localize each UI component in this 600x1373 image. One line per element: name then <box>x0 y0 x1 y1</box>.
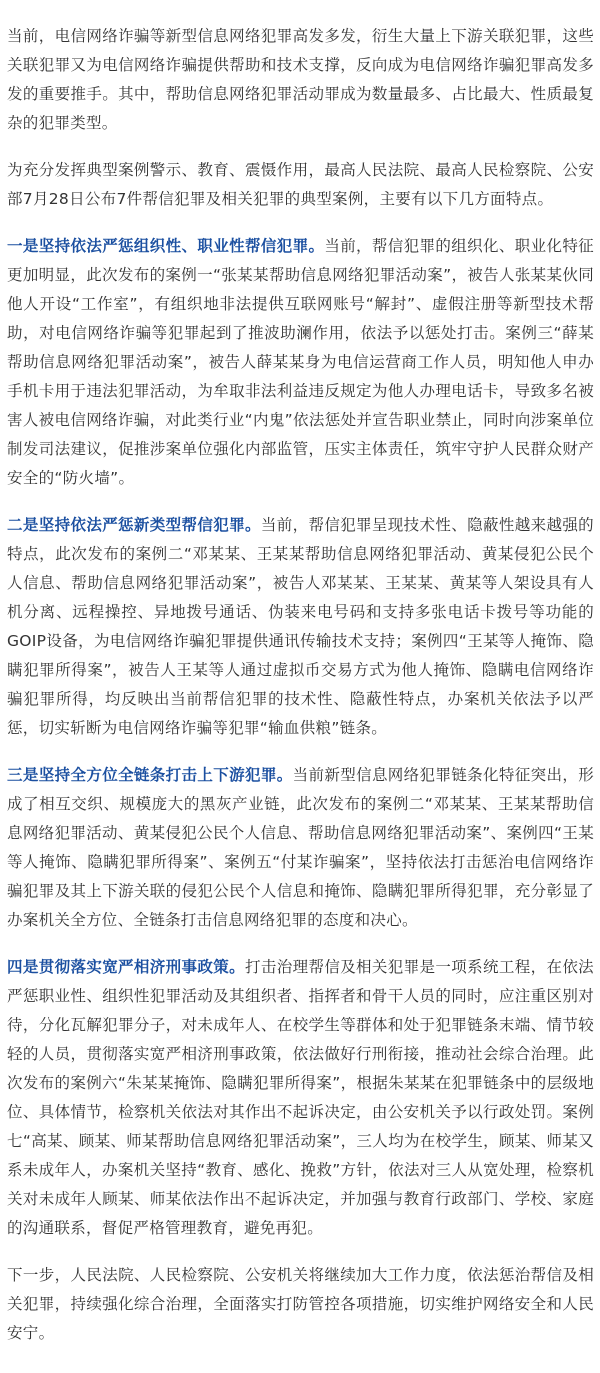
paragraph-intro: 当前，电信网络诈骗等新型信息网络犯罪高发多发，衍生大量上下游关联犯罪，这些关联犯罪又为电信网络诈骗提供帮助和技术支撑，反向成为电信网络诈骗犯罪高发多发的重要推手。其中，帮助信息网络犯罪活动罪成为数量最多、占比最大、性质最复杂的犯罪类型。 <box>7 27 594 132</box>
point-four-text: 打击治理帮信及相关犯罪是一项系统工程，在依法严惩职业性、组织性犯罪活动及其组织者、指挥者和骨干人员的同时，应注重区别对待，分化瓦解犯罪分子，对未成年人、在校学生等群体和处于犯罪链条末端、情节较轻的人员，贯彻落实宽严相济刑事政策，依法做好行刑衔接，推动社会综合治理。此次发布的案例六“朱某某掩饰、隐瞒犯罪所得案”，根据朱某某在犯罪链条中的层级地位、具体情节，检察机关依法对其作出不起诉决定，由公安机关予以行政处罚。案例七“高某、顾某、师某帮助信息网络犯罪活动案”，三人均为在校学生，顾某、师某又系未成年人，办案机关坚持“教育、感化、挽救”方针，依法对三人从宽处理，检察机关对未成年人顾某、师某依法作出不起诉决定，并加强与教育行政部门、学校、家庭的沟通联系，督促严格管理教育，避免再犯。 <box>7 958 594 1237</box>
paragraph-point-four <box>7 953 594 1243</box>
paragraph-point-two <box>7 511 594 743</box>
point-three-heading: 三是坚持全方位全链条打击上下游犯罪。 <box>7 766 293 784</box>
paragraph-point-one <box>7 232 594 493</box>
paragraph-point-three <box>7 761 594 935</box>
point-four-heading: 四是贯彻落实宽严相济刑事政策。 <box>7 958 245 976</box>
point-three-text: 当前新型信息网络犯罪链条化特征突出，形成了相互交织、规模庞大的黑灰产业链，此次发布的案例二“邓某某、王某某帮助信息网络犯罪活动、黄某侵犯公民个人信息、帮助信息网络犯罪活动案”、案例四“王某等人掩饰、隐瞒犯罪所得案”、案例五“付某诈骗案”，坚持依法打击惩治电信网络诈骗犯罪及其上下游关联的侵犯公民个人信息和掩饰、隐瞒犯罪所得犯罪，充分彰显了办案机关全方位、全链条打击信息网络犯罪的态度和决心。 <box>7 766 595 929</box>
point-two-heading: 二是坚持依法严惩新类型帮信犯罪。 <box>7 516 261 534</box>
point-one-text: 当前，帮信犯罪的组织化、职业化特征更加明显，此次发布的案例一“张某某帮助信息网络犯罪活动案”，被告人张某某伙同他人开设“工作室”，有组织地非法提供互联网账号“解封”、虚假注册等新型技术帮助，对电信网络诈骗等犯罪起到了推波助澜作用，依法予以惩处打击。案例三“薛某帮助信息网络犯罪活动案”，被告人薛某某身为电信运营商工作人员，明知他人申办手机卡用于违法犯罪活动，为牟取非法利益违反规定为他人办理电话卡，导致多名被害人被电信网络诈骗，对此类行业“内鬼”依法惩处并宣告职业禁止，同时向涉案单位制发司法建议，促推涉案单位强化内部监管，压实主体责任，筑牢守护人民群众财产安全的“防火墙”。 <box>7 237 594 487</box>
point-one-heading: 一是坚持依法严惩组织性、职业性帮信犯罪。 <box>7 237 325 255</box>
paragraph-closing: 下一步，人民法院、人民检察院、公安机关将继续加大工作力度，依法惩治帮信及相关犯罪，持续强化综合治理，全面落实打防管控各项措施，切实维护网络安全和人民安宁。 <box>7 1266 594 1342</box>
point-two-text: 当前，帮信犯罪呈现技术性、隐蔽性越来越强的特点，此次发布的案例二“邓某某、王某某帮助信息网络犯罪活动、黄某侵犯公民个人信息、帮助信息网络犯罪活动案”，被告人邓某某、王某某、黄某等人架设具有人机分离、远程操控、异地拨号通话、伪装来电号码和支持多张电话卡拨号等功能的GOIP设备，为电信网络诈骗犯罪提供通讯传输技术支持；案例四“王某等人掩饰、隐瞒犯罪所得案”，被告人王某等人通过虚拟币交易方式为他人掩饰、隐瞒电信网络诈骗犯罪所得，均反映出当前帮信犯罪的技术性、隐蔽性特点，办案机关依法予以严惩，切实斩断为电信网络诈骗等犯罪“输血供粮”链条。 <box>7 516 594 737</box>
paragraph-overview: 为充分发挥典型案例警示、教育、震慑作用，最高人民法院、最高人民检察院、公安部7月28日公布7件帮信犯罪及相关犯罪的典型案例，主要有以下几方面特点。 <box>7 161 594 208</box>
